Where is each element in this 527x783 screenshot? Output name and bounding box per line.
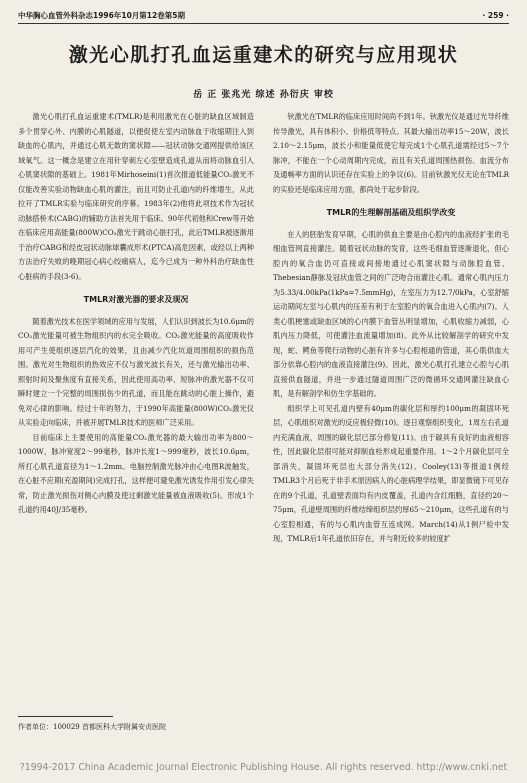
body-paragraph: 组织学上可见孔道内壁有40μm的碳化层和厚约100μm的凝固坏死层，心肌组织对激光的反应极轻微(10)。逐日观察组织变化，1周左右孔道内充满血液，周围的碳化层已部分修复(11)。由于碳具有良好的血液相容性，因此碳化层很可能对抑制血栓形成起重要作用。1～2个月碳化层可全部消失，凝固坏死层也大部分消失(12)。Cooley(13)等报道1例经TMLR3个月后死于非手术原因病人的心脏病理学结果，即显微镜下可见存在的9个孔道，孔道壁表面均有内皮覆盖，孔道内含红细胞，直径约20～75μm，孔道壁周围的纤维结缔组织层约厚65～210μm，这些孔道有的与心室腔相通，有的与心肌内血管互连成网。March(14)从1例尸检中发现，TMLR后1年孔道依旧存在，并与附近较多的较度扩 — [273, 403, 509, 543]
section-heading-laser: TMLR对激光器的要求及现况 — [83, 295, 189, 304]
right-column — [273, 110, 509, 547]
body-paragraph: 钬激光在TMLR的临床应用时间尚不到1年。钬激光仪是通过光导纤维传导激光，具有体积小、价格低等特点。其最大输出功率15～20W，波长2.10～2.15μm，波长小和能量低使它每完成1个心肌孔道需经过5～7个脉冲，不能在一个心动周期内完成，而且有关孔道周围热损伤、血流分布及通畅率方面的认识还存在实验上的争议(6)。目前钬激光仪无论在TMLR的实验还是临床应用方面，都尚处于起步阶段。 — [273, 112, 509, 194]
journal-name: 中华胸心血管外科杂志1996年10月第12卷第5期 — [18, 10, 185, 20]
section-heading-physiology: TMLR的生理解剖基础及组织学改变 — [326, 208, 456, 217]
article-title: 激光心肌打孔血运重建术的研究与应用现状 — [68, 44, 459, 66]
intro-paragraph: 激光心肌打孔血运重建术(TMLR)是利用激光在心脏的缺血区域制造多个贯穿心外、内膜的心肌隧道，以便促使左室内动脉血于收缩期注入到缺血的心肌内，并通过心肌无数的窦状隙——冠状动脉交通网提供给该区域氧气。这一概念是建立在用针穿刺左心室壁造成孔道从而将动脉血引入心肌窦状隙的基础上。1981年Mirhoseini(1)首次报道低能量CO₂激光不仅能改善实验动物缺血心肌的灌注，而且可防止孔道内的纤维增生，从此拉开了TMLR实验与临床研究的序幕。1983年(2)他将此项技术作为冠状动脉搭桥术(CABG)的辅助方法首先用于临床。90年代初他和Crew等开始在临床应用高能量(800W)CO₂激光于跳动心脏打孔，此后TMLR被逐渐用于治疗CABG和经皮冠状动脉球囊成形术(PTCA)高危因素，或经以上两种方法治疗失败的晚期冠心病心绞痛病人，迄今已成为一种外科治疗缺血性心脏病的手段(3-6)。 — [18, 112, 254, 281]
article-authors: 岳 正 张兆光 综述 孙衍庆 审校 — [193, 90, 334, 100]
left-column — [18, 110, 254, 518]
running-header — [18, 8, 509, 22]
copyright-notice: ?1994-2017 China Academic Journal Electronic Publishing House. All rights reserved. http://www.cnki.net — [19, 762, 508, 773]
header-rule — [18, 23, 509, 24]
footnote-rule — [18, 716, 113, 717]
body-paragraph: 在人的胚胎发育早期，心肌的供血主要是由心腔内的血液经扩张的毛细血管网直接灌注。随着冠状动脉的发育，这些毛细血管逐渐退化，但心腔内的氧合血仍可直接或间接地通过心肌窦状隙与动脉腔血管、Thebesian静脉及冠状血管之间的广泛吻合而灌注心肌。通常心肌内压力为5.33/4.00kPa(1kPa=7.5mmHg)，左室压力为12.7/0kPa，心室舒缩运动期间左室与心肌内的压差有利于左室腔内的氧合血进入心肌内(7)。人类心肌梗塞或缺血区域的心内膜下血管丛明显增加，心肌收缩力减弱，心肌内压力降低，可使灌注血流量增加(8)。此外从比较解剖学的研究中发现，蛇、鳄鱼等爬行动物的心脏有许多与心腔相通的管道，其心肌供血大部分依靠心腔内的血液直接灌注(9)。因此，激光心肌打孔建立心腔与心肌直接供血隧道，并进一步通过隧道周围广泛的微循环交通网灌注缺血心肌，是有解剖学和仿生学基础的。 — [273, 229, 509, 398]
page-number: · 259 · — [482, 10, 509, 20]
author-affiliation: 作者单位：100029 首都医科大学附属安贞医院 — [18, 723, 166, 731]
body-paragraph: 目前临床上主要使用的高能量CO₂激光器的最大输出功率为800～1000W，脉冲宽度2～99毫秒，脉冲长度1～999毫秒，波长10.6μm，所打心肌孔道直径为1～1.2mm。电脑控制激光脉冲由心电图R波触发，在心脏不应期(充盈期间)完成打孔，这样便可避免激光诱发作用引发心律失常，防止激光损伤对侧心内膜及使过剩激光能量被血液吸收(5)。形成1个孔道约用40J/35毫秒。 — [18, 432, 254, 514]
body-paragraph: 随着激光技术在医学领域的应用与发展，人们认识到波长为10.6μm的CO₂激光能量可被生物组织内的水完全吸收。CO₂激光能量的高度吸收作用可产生使组织逐层汽化的效果，且由减少汽化坑道周围组织的损伤范围。激光对生物组织的热效应不仅与激光波长有关，还与激光输出功率、照射时间及聚焦度有直接关系，因此使用高功率、短脉冲的激光器不仅可瞬时建立一个完整的周围损伤少的孔道，而且能在跳动的心脏上操作，避免对心律的影响。经过十年的努力，于1990年高能量(800W)CO₂激光仪从实验走向临床，并被开展TMLR技术的医师广泛采用。 — [18, 316, 254, 427]
